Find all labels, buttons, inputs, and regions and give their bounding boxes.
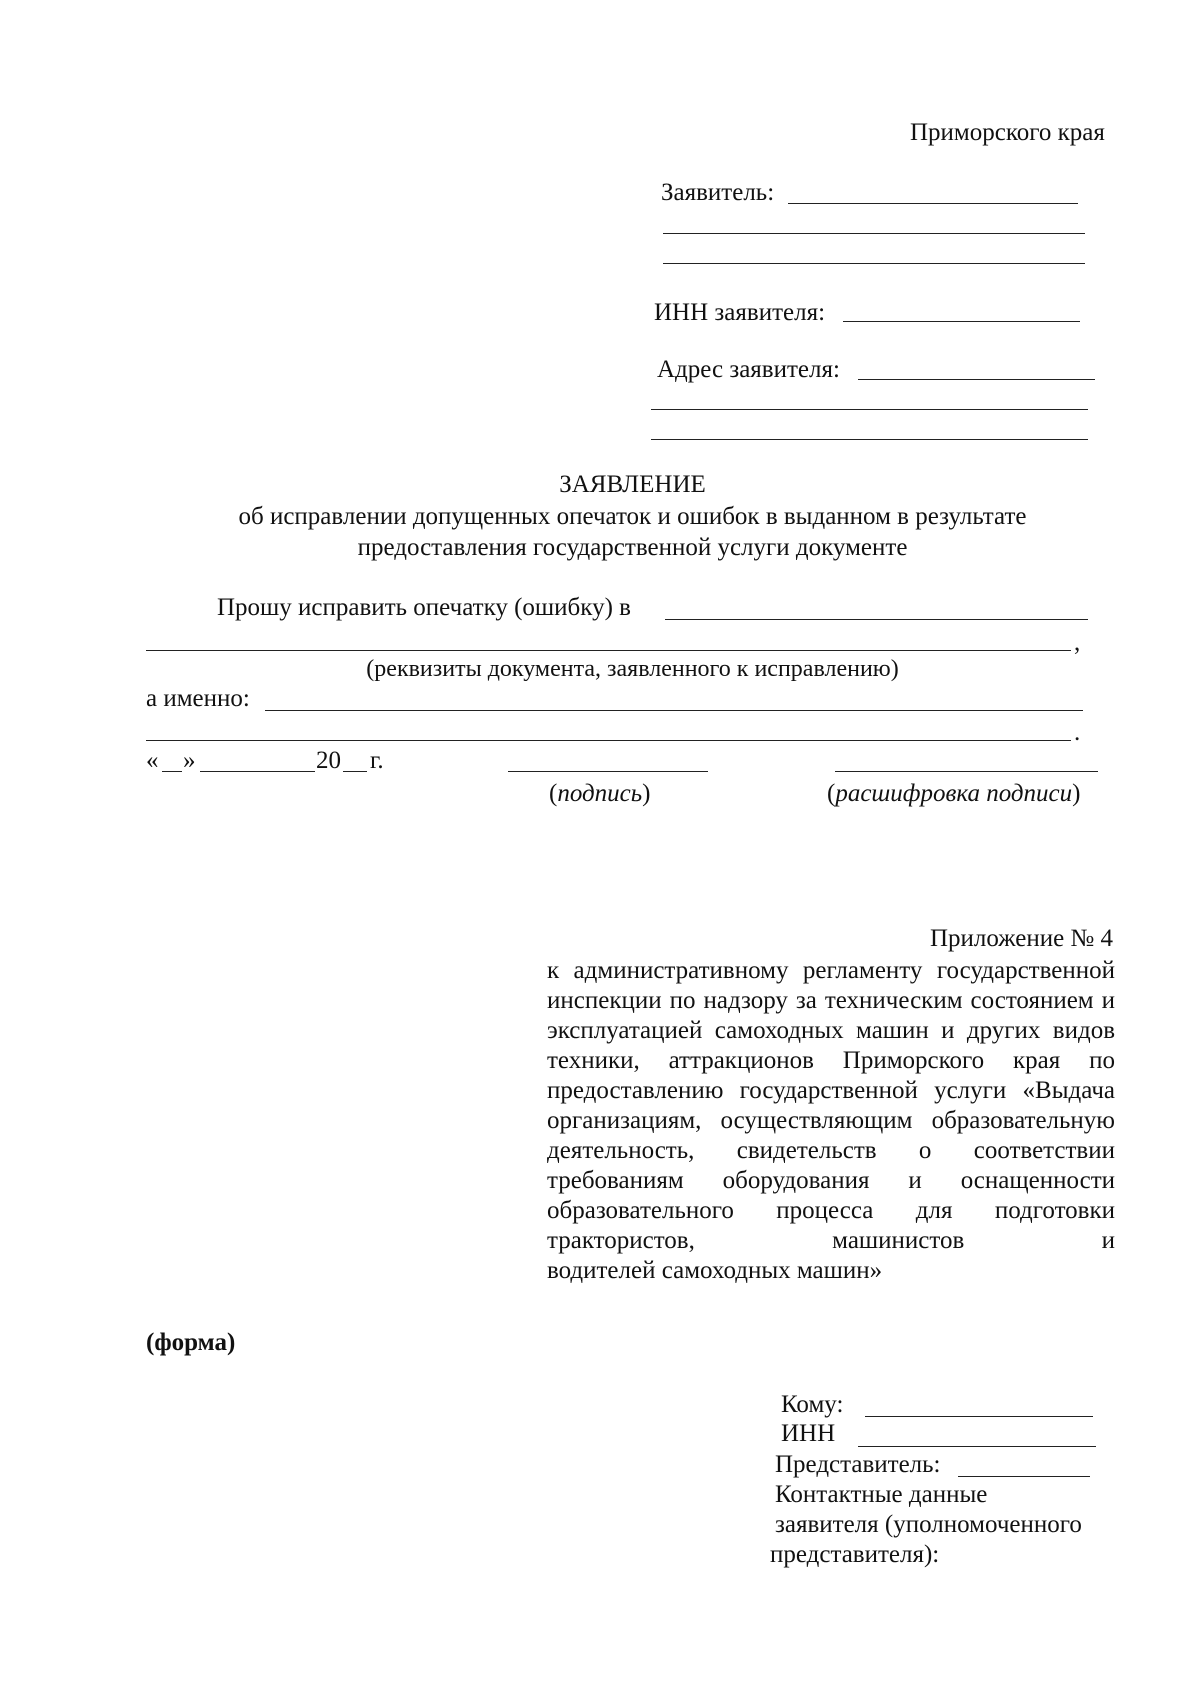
applicant-label: Заявитель: [661,179,775,206]
contact-label-line-1: Контактные данные [775,1481,988,1508]
document-field-comma: , [1074,629,1081,656]
date-close-quote: » [183,747,196,774]
applicant-field-line-3[interactable] [663,263,1085,264]
namely-field[interactable] [265,710,1083,711]
date-day-field[interactable] [162,771,182,772]
annex-line: государственной инспекции по надзору за [547,957,1116,1014]
contact-label-line-2: заявителя (уполномоченного [775,1511,1082,1538]
region-line: Приморского края [910,119,1105,146]
annex-line: техническим состоянием и эксплуатацией [547,987,1115,1044]
recipient-inn-label: ИНН [781,1420,836,1447]
signature-field[interactable] [508,771,708,772]
signature-caption: (подпись) [549,780,651,807]
annex-line: соответствии требованиям оборудования и [547,1137,1115,1194]
statement-title: ЗАЯВЛЕНИЕ [559,471,706,498]
request-text: Прошу исправить опечатку (ошибку) в [217,594,631,621]
namely-period: . [1074,719,1081,746]
annex-line: предоставлению государственной услуги «Выдача [547,1077,1115,1104]
annex-description [547,956,1115,1286]
date-open-quote: « [146,747,159,774]
annex-line: к административному регламенту [547,957,923,984]
namely-label: а именно: [146,685,250,712]
annex-title: Приложение № 4 [930,925,1114,952]
applicant-address-field[interactable] [858,379,1095,380]
annex-line: оснащенности образовательного процесса для [547,1167,1116,1224]
date-year-prefix: 20 [316,747,341,774]
date-month-field[interactable] [200,771,315,772]
applicant-address-label: Адрес заявителя: [657,356,840,383]
statement-subtitle-line-2: предоставления государственной услуги документе [357,534,908,561]
contact-label-line-3: представителя): [770,1541,940,1568]
signature-decryption-caption: (расшифровка подписи) [827,780,1081,807]
date-year-field[interactable] [343,771,367,772]
applicant-field[interactable] [788,203,1078,204]
document-details-caption: (реквизиты документа, заявленного к исправлению) [366,656,899,682]
recipient-to-label: Кому: [781,1391,844,1418]
applicant-address-line-2[interactable] [651,409,1088,410]
document-field[interactable] [665,619,1088,620]
applicant-field-line-2[interactable] [663,233,1085,234]
representative-label: Представитель: [775,1451,941,1478]
statement-subtitle-line-1: об исправлении допущенных опечаток и ошибок в выданном в результате [238,503,1027,530]
signature-decryption-field[interactable] [835,771,1098,772]
applicant-inn-field[interactable] [843,321,1080,322]
applicant-inn-label: ИНН заявителя: [654,299,826,326]
applicant-address-line-3[interactable] [651,439,1088,440]
annex-line: самоходных машин и других видов техники, [547,1017,1116,1074]
annex-line: образовательную деятельность, свидетельств о [547,1107,1115,1164]
recipient-to-field[interactable] [865,1416,1093,1417]
date-year-suffix: г. [370,747,384,774]
annex-line: аттракционов Приморского края по [668,1047,1115,1074]
annex-line: водителей самоходных машин» [547,1257,883,1284]
annex-line: организациям, осуществляющим [547,1107,913,1134]
representative-field[interactable] [958,1476,1090,1477]
namely-field-line-2[interactable] [146,740,1071,741]
document-field-line-2[interactable] [146,650,1071,651]
form-label: (форма) [146,1329,236,1356]
annex-line: подготовки трактористов, машинистов и [547,1197,1115,1254]
recipient-inn-field[interactable] [858,1446,1096,1447]
